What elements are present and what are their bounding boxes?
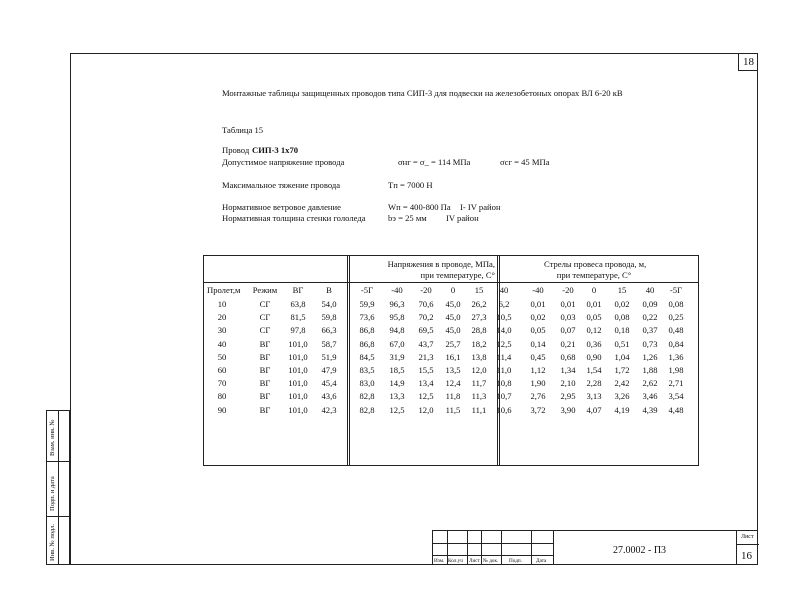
table-cell: 3,26 [614, 391, 630, 402]
table-cell: 95,8 [389, 312, 405, 323]
document-title: Монтажные таблицы защищенных проводов типа СИП-3 для подвески на железобетоных опорах ВЛ 6-20 кВ [222, 88, 623, 98]
table-cell: 0,09 [642, 299, 658, 309]
tb-col-qty: Кол.уч [448, 558, 463, 564]
table-cell: 13,4 [418, 378, 434, 389]
table-cell: 0,07 [560, 325, 576, 336]
table-cell: 0,08 [614, 312, 630, 323]
table-cell: 58,7 [321, 338, 337, 349]
table-cell: 10,7 [496, 391, 512, 402]
column-header: ВГ [292, 285, 304, 295]
table-cell: 12,5 [389, 404, 405, 415]
table-cell: 11,3 [471, 391, 487, 402]
table-cell: 59,8 [321, 312, 337, 323]
table-cell: 1,12 [530, 365, 546, 375]
corner-sheet-number: 18 [738, 53, 758, 71]
table-cell: 12,5 [418, 391, 434, 402]
table-cell: 12,4 [445, 378, 461, 389]
table-cell: 66,3 [321, 325, 337, 336]
table-cell: 42,3 [321, 404, 337, 415]
table-cell: 2,28 [586, 378, 602, 389]
table-cell: 80 [217, 391, 227, 402]
table-cell: 2,62 [642, 378, 658, 389]
table-cell: 13,3 [389, 391, 405, 402]
table-cell: 94,8 [389, 325, 405, 336]
table-cell: 1,90 [530, 378, 546, 389]
table-cell: 83,5 [359, 365, 375, 375]
table-cell: 73,6 [359, 312, 375, 323]
table-cell: 82,8 [359, 391, 375, 402]
table-cell: 30 [217, 325, 227, 336]
table-cell: 101,0 [288, 378, 308, 389]
table-cell: 0,01 [560, 299, 576, 309]
column-header: Пролет,м [207, 285, 241, 295]
title-block-col-line [531, 531, 532, 564]
table-cell: 12,0 [418, 404, 434, 415]
table-cell: 47,9 [321, 365, 337, 375]
tb-col-sign: Подп. [509, 558, 522, 564]
sag-temp-header: 15 [617, 285, 627, 295]
table-cell: 101,0 [288, 338, 308, 349]
table-cell: 11,8 [445, 391, 461, 402]
sheet-label: Лист [741, 534, 754, 540]
stress-temp-header: 40 [499, 285, 509, 295]
table-cell: 14,0 [496, 325, 512, 336]
table-cell: 59,9 [359, 299, 375, 309]
table-cell: ВГ [259, 365, 271, 375]
table-cell: 2,71 [668, 378, 684, 389]
wind-pressure-label: Нормативное ветровое давление [222, 202, 341, 212]
table-cell: ВГ [259, 391, 271, 402]
table-cell: 2,10 [560, 378, 576, 389]
table-cell: 0,25 [668, 312, 684, 323]
wire-label: Провод [222, 145, 250, 155]
table-cell: 11,7 [471, 378, 487, 389]
tb-col-date: Дата [536, 558, 547, 564]
table-cell: 0,02 [530, 312, 546, 323]
column-header: Режим [252, 285, 278, 295]
table-cell: 0,01 [530, 299, 546, 309]
table-cell: 13,8 [471, 351, 487, 362]
ice-thickness-label: Нормативная толщина стенки гололеда [222, 213, 366, 223]
sag-temp-header: -40 [532, 285, 544, 295]
sheet-number: 16 [741, 550, 752, 562]
table-cell: 84,5 [359, 351, 375, 362]
table-cell: 0,12 [586, 325, 602, 336]
stamp-separator [47, 516, 69, 517]
table-cell: 0,48 [668, 325, 684, 336]
table-cell: 0,05 [530, 325, 546, 336]
table-cell: 1,88 [642, 365, 658, 375]
table-cell: 4,07 [586, 404, 602, 415]
table-cell: 67,0 [389, 338, 405, 349]
table-cell: 11,0 [496, 365, 512, 375]
table-cell: 16,1 [445, 351, 461, 362]
max-tension-label: Максимальное тяжение провода [222, 180, 341, 190]
table-cell: 97,8 [290, 325, 306, 336]
table-cell: 82,8 [359, 404, 375, 415]
table-cell: 3,46 [642, 391, 658, 402]
table-cell: 12,0 [471, 365, 487, 375]
table-cell: 26,2 [471, 299, 487, 309]
tb-col-change: Изм. [434, 558, 445, 564]
table-label: Таблица 15 [222, 125, 264, 135]
table-cell: 0,01 [586, 299, 602, 309]
table-cell: 0,05 [586, 312, 602, 323]
table-divider-left [347, 256, 348, 465]
table-cell: 50 [217, 351, 227, 362]
table-cell: 1,72 [614, 365, 630, 375]
table-cell: 60 [217, 365, 227, 375]
table-cell: 96,3 [389, 299, 405, 309]
table-cell: ВГ [259, 378, 271, 389]
table-cell: 6,2 [498, 299, 510, 309]
table-cell: 4,48 [668, 404, 684, 415]
stress-temp-header: -40 [391, 285, 403, 295]
table-cell: СГ [259, 299, 271, 309]
table-cell: 0,18 [614, 325, 630, 336]
wire-type: СИП-3 1х70 [252, 145, 299, 155]
table-cell: 13,5 [445, 365, 461, 375]
table-cell: 0,08 [668, 299, 684, 309]
table-cell: 2,76 [530, 391, 546, 402]
title-block-col-line [467, 531, 468, 564]
table-cell: 27,3 [471, 312, 487, 323]
table-cell: 101,0 [288, 351, 308, 362]
tb-col-doc: № док. [483, 558, 499, 564]
table-cell: 43,6 [321, 391, 337, 402]
stamp-sign-date: Подп. и дата [49, 476, 56, 511]
title-block-row-line [433, 555, 553, 556]
stress-temp-header: 15 [474, 285, 484, 295]
title-block-sheet-line [736, 531, 737, 564]
table-cell: 1,98 [668, 365, 684, 375]
table-cell: 25,7 [445, 338, 461, 349]
document-code: 27.0002 - П3 [613, 545, 667, 556]
table-cell: 69,5 [418, 325, 434, 336]
table-cell: 10,5 [496, 312, 512, 323]
stamp-inv-number: Инв. № подл. [49, 523, 56, 561]
table-cell: 0,02 [614, 299, 630, 309]
stamp-replace-inv: Взам. инв. № [49, 419, 56, 456]
stress-group-line1: Напряжения в проводе, МПа, [387, 259, 495, 269]
table-cell: 1,04 [614, 351, 630, 362]
table-cell: 0,37 [642, 325, 658, 336]
table-cell: 4,19 [614, 404, 630, 415]
table-cell: 1,36 [668, 351, 684, 362]
table-cell: 0,03 [560, 312, 576, 323]
stress-group-line2: при температуре, С° [420, 270, 495, 280]
table-cell: 1,54 [586, 365, 602, 375]
sag-group-line2: при температуре, С° [556, 270, 632, 280]
table-cell: 45,0 [445, 325, 461, 336]
table-cell: 70,2 [418, 312, 434, 323]
title-block-row-line [433, 543, 553, 544]
table-cell: 0,90 [586, 351, 602, 362]
table-cell: 2,95 [560, 391, 576, 402]
stress-temp-header: -5Г [360, 285, 374, 295]
table-cell: 63,8 [290, 299, 306, 309]
table-cell: ВГ [259, 351, 271, 362]
table-cell: 70,6 [418, 299, 434, 309]
table-cell: 4,39 [642, 404, 658, 415]
table-cell: 0,51 [614, 338, 630, 349]
table-header-line [204, 282, 698, 283]
stress-temp-header: -20 [420, 285, 432, 295]
table-divider-left-double [349, 256, 350, 465]
sag-temp-header: 0 [591, 285, 597, 295]
table-cell: 3,72 [530, 404, 546, 415]
sag-temp-header: -20 [562, 285, 574, 295]
approval-stamp [46, 410, 70, 565]
allowed-stress-label: Допустимое напряжение провода [222, 157, 345, 167]
allowed-stress-avg: σcг = 45 МПа [500, 157, 550, 167]
table-cell: 90 [217, 404, 227, 415]
table-cell: 83,0 [359, 378, 375, 389]
table-cell: 0,21 [560, 338, 576, 349]
table-cell: 18,5 [389, 365, 405, 375]
sag-temp-header: -5Г [669, 285, 683, 295]
column-header: В [326, 285, 332, 295]
table-cell: 10 [217, 299, 227, 309]
table-cell: 0,84 [668, 338, 684, 349]
title-block-col-line [553, 531, 554, 564]
sag-group-line1: Стрелы провеса провода, м, [544, 259, 647, 269]
table-cell: 18,2 [471, 338, 487, 349]
title-block-col-line [501, 531, 502, 564]
table-cell: 12,5 [496, 338, 512, 349]
table-cell: 51,9 [321, 351, 337, 362]
table-cell: 3,90 [560, 404, 576, 415]
table-cell: 20 [217, 312, 227, 323]
title-block-sheet-sep [736, 544, 759, 545]
tb-col-sheet: Лист [469, 558, 480, 564]
table-cell: 0,36 [586, 338, 602, 349]
table-cell: ВГ [259, 404, 271, 415]
table-cell: 3,13 [586, 391, 602, 402]
sag-temp-header: 40 [645, 285, 655, 295]
max-tension-value: Tп = 7000 Н [388, 180, 433, 190]
installation-table [203, 255, 699, 466]
table-cell: 40 [217, 338, 227, 349]
table-cell: 81,5 [290, 312, 306, 323]
table-cell: 31,9 [389, 351, 405, 362]
table-cell: 14,9 [389, 378, 405, 389]
table-cell: 21,3 [418, 351, 434, 362]
ice-thickness-value: bэ = 25 мм [388, 213, 427, 223]
table-cell: 70 [217, 378, 227, 389]
table-cell: 28,8 [471, 325, 487, 336]
table-cell: ВГ [259, 338, 271, 349]
table-cell: 0,14 [530, 338, 546, 349]
stamp-separator [47, 461, 69, 462]
table-cell: 3,54 [668, 391, 684, 402]
table-cell: 15,5 [418, 365, 434, 375]
table-cell: 45,4 [321, 378, 337, 389]
allowed-stress-value: σнг = σ_ = 114 МПа [398, 157, 471, 167]
table-cell: 0,68 [560, 351, 576, 362]
table-cell: 86,8 [359, 325, 375, 336]
table-cell: 11,5 [445, 404, 461, 415]
table-cell: 10,6 [496, 404, 512, 415]
table-cell: 54,0 [321, 299, 337, 309]
table-cell: 101,0 [288, 404, 308, 415]
stress-temp-header: 0 [450, 285, 456, 295]
table-cell: 11,1 [471, 404, 487, 415]
table-cell: 11,4 [496, 351, 512, 362]
table-cell: 10,8 [496, 378, 512, 389]
table-cell: 45,0 [445, 299, 461, 309]
title-block-col-line [481, 531, 482, 564]
wind-region: I- IV район [460, 202, 501, 212]
table-cell: СГ [259, 312, 271, 323]
table-cell: 101,0 [288, 391, 308, 402]
table-cell: 2,42 [614, 378, 630, 389]
title-block [432, 530, 758, 565]
table-cell: 0,45 [530, 351, 546, 362]
table-cell: 43,7 [418, 338, 434, 349]
table-cell: СГ [259, 325, 271, 336]
wind-pressure-value: Wп = 400-800 Па [388, 202, 451, 212]
table-cell: 86,8 [359, 338, 375, 349]
table-cell: 1,34 [560, 365, 576, 375]
table-cell: 0,73 [642, 338, 658, 349]
table-cell: 101,0 [288, 365, 308, 375]
stamp-divider [58, 411, 59, 564]
table-cell: 1,26 [642, 351, 658, 362]
table-cell: 45,0 [445, 312, 461, 323]
table-cell: 0,22 [642, 312, 658, 323]
ice-region: IV район [446, 213, 479, 223]
